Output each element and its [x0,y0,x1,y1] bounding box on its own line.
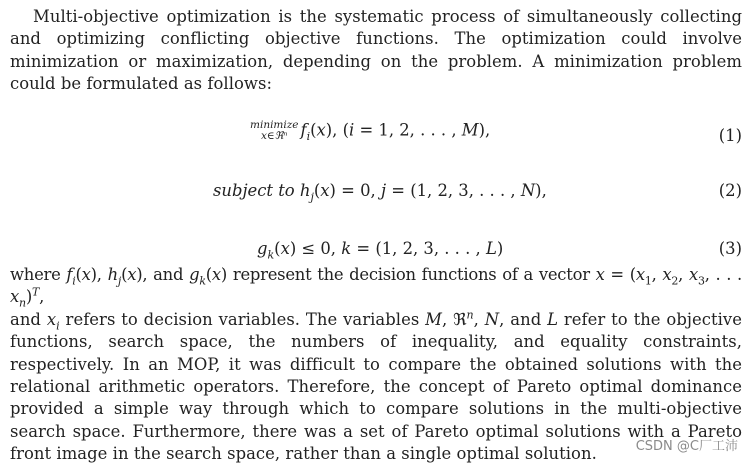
body-text: and $x_i$ refers to decision variables. The variables M, ℜ$^n$, N, and L refer to the objective functions, search space, the numbers of inequality, and equality constraints, respectively. In an MOP, it was difficult to compare the obtained solutions with the relational arithmetic operators. Therefore, the concept of Pareto optimal dominance provided a simple way through which to compare solutions in the multi-objective search space. Furthermore, there was a set of Pareto optimal solutions with a Pareto front image in the search space, rather than a single optimal solution. [10,308,742,464]
minimize-operator: minimize x∈ℜⁿ [250,119,299,142]
equation-3-body: $g_k(x) \le 0$, k = (1, 2, 3, . . . , L) [257,239,504,262]
equation-2-number: (2) [718,181,742,200]
body-paragraph [10,264,742,466]
equation-2-body: subject to $h_j(x) = 0$, j = (1, 2, 3, . . . , N), [213,181,547,204]
where-line: where $f_i(x)$, $h_j(x)$, and $g_k(x)$ represent the decision functions of a vector $x = (x_1$, $x_2$, $x_3$, . . . $x_n)^T$, [10,265,742,310]
csdn-watermark: CSDN @C厂工沛 [635,439,738,454]
intro-text: Multi-objective optimization is the systematic process of simultaneously collecting and optimizing conflicting objective functions. The optimization could involve minimization or maximization, depending on the problem. A minimization problem could be formulated as follows: [10,7,742,94]
equation-1-body: minimize x∈ℜⁿ $f_i(x)$, (i = 1, 2, . . . , M), [250,119,491,143]
equation-3-number: (3) [718,239,742,258]
intro-paragraph [10,6,742,96]
equation-3 [0,239,752,267]
equation-1-number: (1) [718,126,742,145]
equation-2 [0,181,752,209]
equation-1 [0,120,752,148]
